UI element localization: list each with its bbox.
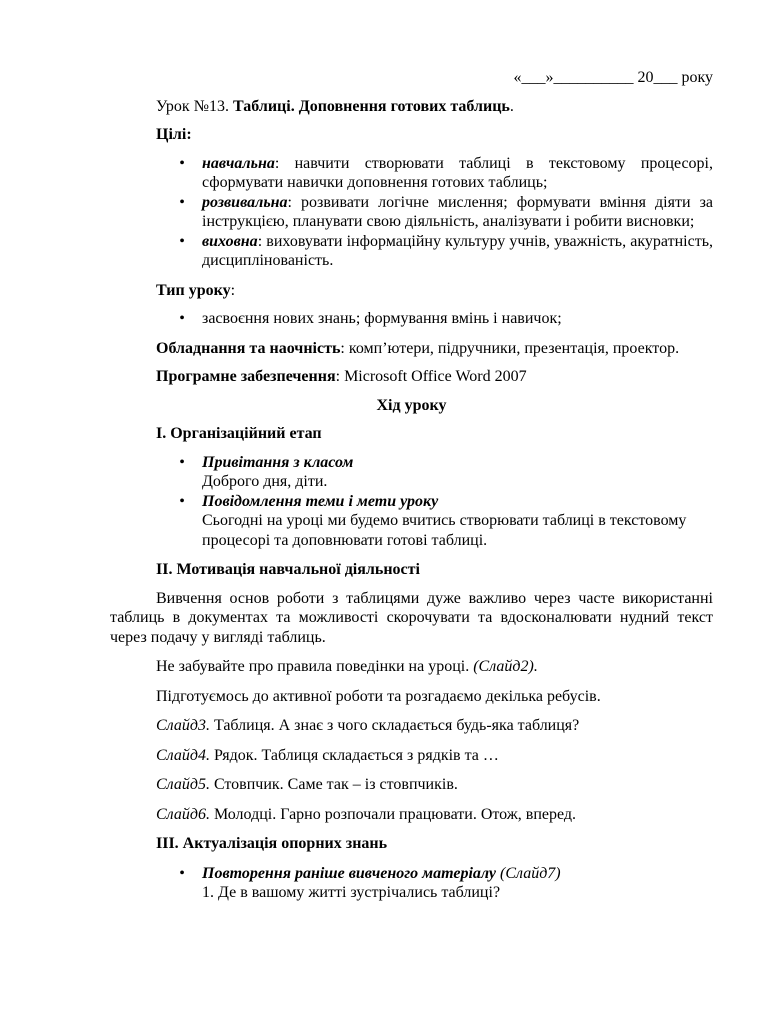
slide-text: Рядок. Таблиця складається з рядків та … — [209, 746, 499, 764]
goal-term: навчальна — [202, 154, 275, 172]
slide-paragraph — [110, 716, 713, 736]
section1-item — [110, 492, 713, 551]
goal-term: розвивальна — [202, 193, 288, 211]
section2-heading — [110, 560, 713, 580]
section1-item — [110, 453, 713, 492]
document-page — [110, 68, 713, 903]
section2-para2-text: Не забувайте про правила поведінки на уроці. — [156, 658, 474, 675]
slide-text: Стовпчик. Саме так – із стовпчиків. — [209, 776, 458, 793]
section3-item — [110, 864, 713, 903]
goal-text: : виховувати інформаційну культуру учнів, уважність, акуратність, дисциплінованість. — [202, 232, 713, 269]
lesson-prefix: Урок №13. — [156, 97, 229, 115]
slide-ref: (Слайд7) — [496, 864, 561, 882]
date-line: «___»__________ 20___ року — [513, 69, 713, 86]
lesson-type-colon: : — [230, 281, 236, 299]
slide-ref: Слайд4. — [156, 746, 210, 764]
bullet-icon: • — [179, 232, 185, 250]
slide-paragraph — [110, 746, 713, 766]
slide-paragraph — [110, 775, 713, 795]
lesson-type-heading — [110, 281, 713, 301]
goals-heading-text: Цілі: — [156, 126, 192, 143]
section3-list — [110, 864, 713, 903]
goals-list — [110, 154, 713, 271]
course-heading — [110, 396, 713, 416]
slide-text: Молодці. Гарно розпочали працювати. Отож, вперед. — [209, 805, 577, 823]
equipment-heading: Обладнання та наочність — [156, 339, 341, 357]
section2-para2 — [110, 657, 713, 677]
software-heading: Програмне забезпечення — [156, 368, 336, 385]
goal-term: виховна — [202, 232, 258, 250]
section1-item-text: Сьогодні на уроці ми будемо вчитись створювати таблиці в текстовому процесорі та доповнювати готові таблиці. — [202, 512, 687, 549]
equipment-paragraph — [110, 339, 713, 359]
lesson-title-line — [110, 97, 713, 117]
goal-item — [110, 193, 713, 232]
goals-heading — [110, 125, 713, 145]
section1-item-title: Повідомлення теми і мети уроку — [202, 492, 439, 510]
section1-item-text: Доброго дня, діти. — [202, 473, 328, 490]
lesson-suffix: . — [509, 97, 514, 115]
slide-paragraph — [110, 805, 713, 825]
slide-ref: Слайд5. — [156, 776, 210, 793]
equipment-text: : комп’ютери, підручники, презентація, проектор. — [340, 339, 680, 357]
question-item: 1. Де в вашому житті зустрічались таблиці? — [202, 884, 501, 901]
bullet-icon: • — [179, 154, 185, 172]
bullet-icon: • — [179, 492, 185, 510]
goal-item — [110, 154, 713, 193]
section1-heading-text: І. Організаційний етап — [156, 425, 322, 442]
software-text: : Microsoft Office Word 2007 — [335, 368, 527, 385]
lesson-type-item — [110, 309, 713, 329]
slide-text: Таблиця. А знає з чого складається будь-яка таблиця? — [209, 717, 580, 734]
goal-item — [110, 232, 713, 271]
section1-heading — [110, 424, 713, 444]
section2-para3: Підготуємось до активної роботи та розгадаємо декілька ребусів. — [156, 687, 601, 705]
lesson-type-text: засвоєння нових знань; формування вмінь і навичок; — [202, 310, 562, 327]
bullet-icon: • — [179, 864, 185, 882]
goal-text: : навчити створювати таблиці в текстовому процесорі, сформувати навички доповнення готових таблиць; — [202, 154, 713, 191]
section2-heading-text: ІІ. Мотивація навчальної діяльності — [156, 561, 420, 578]
slide-ref: Слайд3. — [156, 717, 210, 734]
section1-item-title: Привітання з класом — [202, 453, 354, 471]
section3-heading — [110, 834, 713, 854]
course-heading-text: Хід уроку — [376, 396, 447, 414]
section3-heading-text: ІІІ. Актуалізація опорних знань — [156, 835, 388, 852]
slide-ref: (Слайд2). — [473, 658, 538, 675]
bullet-icon: • — [179, 193, 185, 211]
section1-list — [110, 453, 713, 551]
goal-text: : розвивати логічне мислення; формувати вміння діяти за інструкцією, планувати свою діяльність, аналізувати і робити висновки; — [202, 193, 713, 230]
lesson-type-heading-text: Тип уроку — [156, 281, 231, 299]
bullet-icon: • — [179, 310, 185, 327]
lesson-title: Таблиці. Доповнення готових таблиць — [232, 97, 510, 115]
lesson-type-list — [110, 309, 713, 329]
software-paragraph — [110, 367, 713, 387]
section2-para1: Вивчення основ роботи з таблицями дуже важливо через часте використанні таблиць в документах та можливості скорочувати та вдосконалювати нудний текст через подачу у вигляді таблиць. — [110, 589, 713, 646]
section3-item-title: Повторення раніше вивченого матеріалу — [202, 864, 497, 882]
slide-ref: Слайд6. — [156, 805, 210, 823]
bullet-icon: • — [179, 453, 185, 471]
